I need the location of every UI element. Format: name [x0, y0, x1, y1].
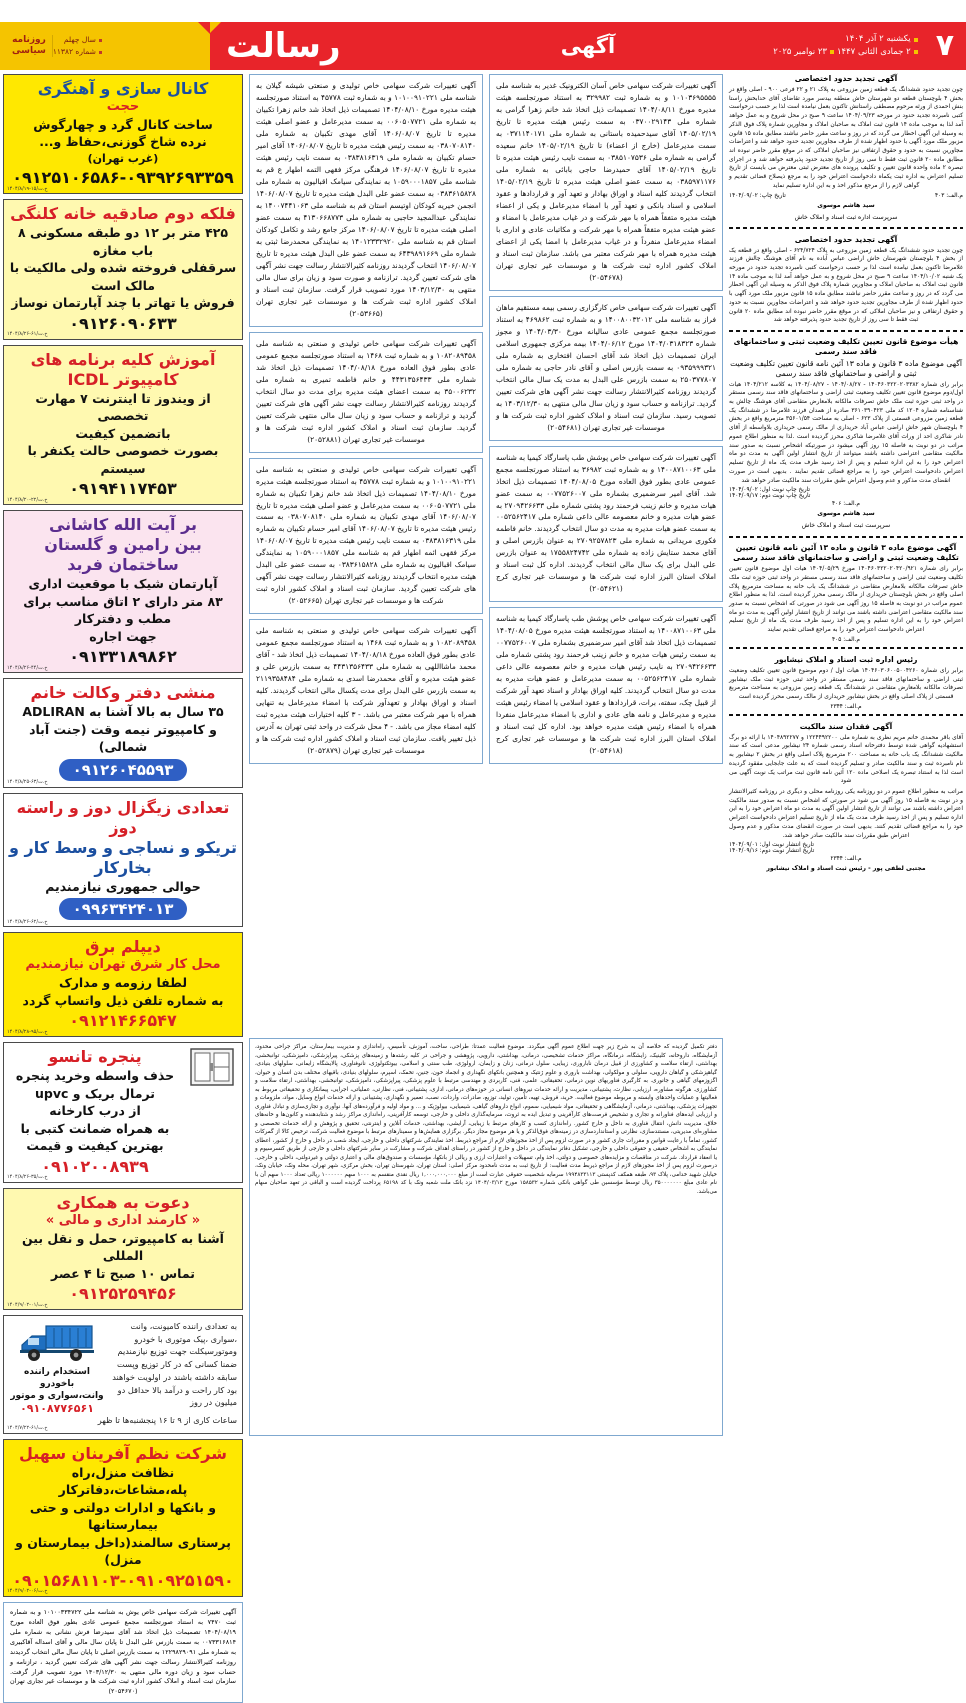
ad-body	[9, 1047, 181, 1176]
registry-notice-text: برابر رای شماره ۱۴۰۴۶۰۳۲۲۰۲۰۳۳۸۲ - ۱۴۰۴/۰۸/۲۷ - ۱۴۰۴/۰۸/۲۷ به کلاسه ۱۴۰۴/۲۱۲ هیات اول/دوم موضوع قانون تعیین تکلیف وضعیت ثبتی اراضی و ساختمانهای فاقد سند رسمی مستقر در واحد ثبتی حوزه ثبت ملک خاش تصرفات مالکانه بلامعارض متقاضی آقای هوشنگ چالش به شناسنامه شماره ۱۲۰۴ کد ملی ۳۶۱۰۳۹۰۴۲۳ صادره از همدان فرزند غلامرضا در ششدانگ یک قطعه زمین مزروعی قسمتی از پلاک ۶۲۳ - اصلی به مساحت ۳۵۶۰۱/۵۴ مترمربع واقع در بخش ۴ بلوچستان شهر خاش اراضی عباس آباد خریداری از مالک رسمی خریداری بلاواسطه از آقای نادر شاکری احد از وراث آقای غلامرضا شاکری محرز گردیده است .لذا به منظور اطلاع عموم مراتب در دو نوبت به فاصله ۱۵ روز آگهی میشود در صورتیکه اشخاص نسبت به صدور سند مالکیت متقاضی اعتراضی داشته باشند میتوانند از تاریخ انتشار اولین آگهی به مدت دو ماه اعتراض خود را به این اداره تسلیم و پس از اخذ رسید ظرف مدت یک ماه از تاریخ تسلیم اعتراض دادخواست اعتراض خود را به مراجع قضائی تقدیم نمایند . بدیهی است در صورت انقضای مدت مذکور و عدم وصول اعتراض طبق مقررات سند مالکیت صادر خواهد شد	[729, 381, 964, 484]
notice-text: آگهی تغییرات شرکت سهامی خاص پوشش طب پاسارگاد کیمیا به شناسه ملی ۱۴۰۰۸۷۱۰۰۶۳ و به شماره ثبت ۳۶۹۸۲ به استناد صورتجلسه مجمع عمومی عادی بطور فوق العاده مورخ ۱۴۰۴/۰۸/۰۵ تصمیمات ذیل اتخاذ شد. آقای امیر سرضمیری بشماره ملی ۰۰۷۷۵۲۶۰۰۷ به سمت عضو هیات مدیره و خانم زینب فرحمند رود پشتی شماره ملی ۲۷۰۹۴۲۶۶۳۳ به عضو هیات مدیره و خانم معصومه عالی داعی شماره ملی ۰۰۵۲۵۶۲۴۱۷ به سمت عضو هیات مدیره به مدت دو سال انتخاب گردیدند. خانم فاطمه فکوری مریدانی به شماره ملی ۲۷۰۹۲۵۷۸۲۳ به عنوان بازرس اصلی و آقای محمد ستایش زاده به شماره ملی ۱۷۵۵۸۲۴۷۴۲ به عنوان بازرس علی البدل برای یک سال مالی انتخاب گردیدند. اداره کل ثبت اسناد و املاک استان البرز اداره ثبت شرکت ها و موسسات غیر تجاری کرج (۲۰۵۴۶۲۱)	[496, 452, 717, 594]
ad-card-electrical-diploma-job[interactable]	[3, 932, 243, 1037]
section-title: آگهی	[560, 34, 616, 58]
ad-title: کانال سازی و آهنگری	[37, 79, 209, 98]
notice-card-tolidi-sanati-3	[249, 458, 483, 615]
registry-print-date-1: تاریخ چاپ نوبت اول: ۱۴۰۴/۰۹/۰۲	[729, 487, 811, 494]
registry-notice-text: آقای باقر محمدی خانم مریم نظری به شماره ملی ۱۲۲۴۴۹۲۲۰۰ و ۱۴۰۴۸۹۲۲۷۷ با ارائه دو برگ استشهادیه گواهی شده توسط دفترخانه اسناد رسمی شماره ۲۴ نیشابور مدعی است که سند مالکیت ششدانگ یک باب خانه به مساحت ۲۰۰ مترمربع پلاک اصلی واقع در بخش ۲ نیشابور به نام نامبرده ثبت و سند مالکیت صادر و تسلیم گردیده است که به علت جابجایی مفقود گردیده است لذا به استناد تبصره یک اصلاحی ماده ۱۲۰ آئین نامه قانون ثبت مراتب یک نوبت آگهی می شود	[729, 734, 963, 785]
registry-ref-code: م.الف: ۴۰۶	[832, 501, 860, 508]
ad-card-nazm-afarinan-soheil[interactable]	[3, 1439, 243, 1597]
ad-line: جهت اجاره	[89, 628, 157, 644]
ad-title: دعوت به همکاری	[56, 1192, 190, 1212]
registry-ref-row	[729, 501, 963, 507]
ad-subtitle: « کارمند اداری و مالی »	[45, 1212, 201, 1228]
registry-notice-title: هیأت موضوع قانون تعیین تکلیف وضعیت ثبتی و ساختمانهای فاقد سند رسمی	[733, 337, 959, 356]
registry-ref-code: م.الف: ۲۳۴۴	[830, 856, 862, 863]
bullet-square-icon	[830, 50, 834, 54]
ad-line: سرقفلی فروخته شده ولی مالکیت با مالک است	[9, 260, 237, 293]
registry-notice-text: برابر رای شماره ۱۴۰۴۶۰۳۲۲۰۲۰۴۲۰/۹۲۱ مورخ ۱۴۰۴/۰۵/۲۹ هیات اول موضوع قانون تعیین تکلیف وضعیت ثبتی اراضی و ساختمانهای فاقد سند رسمی مستقر در واحد ثبتی حوزه ثبت ملک خاش تصرفات مالکانه بلامعارض متقاضی در ششدانگ یک باب خانه به مساحت مترمربع پلاک اصلی واقع در بخش بلوچستان خریداری از مالک رسمی محرز گردیده است. لذا به منظور اطلاع عموم مراتب در دو نوبت به فاصله ۱۵ روز آگهی می شود در صورتی که اشخاص نسبت به صدور سند مالکیت متقاضی اعتراضی داشته باشند می توانند از تاریخ انتشار اولین آگهی به مدت دو ماه اعتراض خود را به این اداره تسلیم و پس از اخذ رسید ظرف مدت یک ماه از تاریخ تسلیم اعتراض دادخواست اعتراض خود را به مراجع قضائی تقدیم نمایند	[729, 566, 963, 634]
paper-kind-logo	[6, 35, 53, 58]
ad-card-law-office-secretary[interactable]	[3, 678, 243, 788]
section-divider	[729, 647, 963, 650]
registry-notice-title: آگهی فقدان سند مالکیت	[799, 721, 893, 731]
ad-line: آپارتمان شیک با موقعیت اداری	[28, 576, 218, 592]
ad-reference-code: خ.ت/۰۱-۱۴۰۴/۹/۰۲	[7, 1301, 48, 1308]
ad-card-tanso-windows[interactable]	[3, 1042, 243, 1183]
issue-number-row	[53, 46, 102, 58]
notice-text: آگهی تغییرات شرکت سهامی خاص تولیدی و صنعتی به شناسه ملی ۱۰۸۲۰۸۹۴۵۸ و به شماره ثبت ۱۴۶۸ به استناد صورتجلسه مجمع عمومی عادی بطور فوق العاده مورخ ۱۴۰۴/۰۸/۱۸ تصمیمات ذیل اتخاذ شد - آقای محمد ماشااللهی به شماره ملی ۴۴۳۱۳۵۶۴۳۳ به سمت بازرس علی و عضو هیئت مدیره و آقای محمدرضا اسدی به شماره ملی ۲۱۱۹۳۵۸۴۸۴ به سمت بازرس علی البدل برای مدت یکسال مالی انتخاب گردیدند. کلیه اسناد و اوراق بهادار و تعهدآور شرکت با امضاء مدیرعامل به تنهایی همراه با مهر شرکت معتبر می باشد. - ۳ کلیه اختیارات هیئت مدیره ثبت کلیه امضاء مجاز می باشد. - ۴ محل شرکت در واحد ثبتی تهران به آدرس ذیل تغییر یافت. سازمان ثبت اسناد و املاک کشور اداره ثبت شرکت ها و موسسات غیر تجاری تهران (۲۰۵۲۸۷۹)	[256, 626, 476, 756]
ad-card-icdl-training[interactable]	[3, 345, 243, 506]
registry-print-date: تاریخ چاپ: ۱۴۰۴/۰۹/۰۲	[729, 192, 786, 199]
notice-text: آگهی تغییرات شرکت سهامی خاص یوش به شناسه ملی ۱۰۱۰۰۳۳۴۷۲۲ و به شماره ثبت ۷۴۷۰ به استناد صورتجلسه مجمع عمومی عادی بطور فوق العاده مورخ ۱۴۰۴/۰۸/۱۹ تصمیمات ذیل اتخاذ شد آقای سیدرضا فرش نشانی به شماره ملی ۰۰۷۳۳۱۶۸۱۴ به سمت بازرس علی البدل تا پایان سال مالی و آقای اسداله آقاکبیری به شماره ملی ۱۲۲۹۸۲۹۰۹۱ به سمت بازرس اصلی تا پایان سال مالی انتخاب گردیدند روزنامه کثیرالانتشار رسالت جهت نشر آگهی های شرکت تعیین گردید ، ترازنامه و حساب سود و زیان دوره مالی منتهی به ۱۴۰۳/۱۲/۳۰ مورد تصویب قرار گرفت. سازمان ثبت اسناد و املاک کشور اداره ثبت شرکت ها و موسسات غیر تجاری تهران (۲۰۵۴۶۷۰)	[10, 1607, 237, 1696]
ad-line: ۸۳ متر دارای ۲ اتاق مناسب برای مطب و دفترکار	[23, 593, 223, 627]
registry-notice-text: چون تجدید حدود ششدانگ یک قطعه زمین مزروعی به پلاک ۲۱ و ۲۲ فرعی ۹۰۰ - اصلی واقع در بخش ۴ بلوچستان قطعه دو شهرستان خاش منطقه بیدسر مورد تقاضای آقای خدابخش راستا بنش احمدی از ورثه مرحوم مصطفی راستانش تاکنون بعمل نیامده است لذا بر حسب درخواست کتبی نامبرده تجدید حدود در مورخه ۱۴۰۴/۰۹/۲۳ ساعت ۹ صبح در محل شروع و به عمل خواهد آمد لذا به موجب ماده ۱۴ قانون ثبت املاک به صاحبان املاک و مجاورین شماره پلاک فوق الذکر به وسیله این آگهی اخطار می گردد که در روز و ساعت مقرر حاضر نباشند مطابق ماده ۱۵ قانون مزبور ملک مورد آگهی با حدود اظهار شده از طرف مجاورین تجدید حدود خواهد شد و اعتراضات مجاورین نسبت به حدود و حقوق ارتفاقی نیز صاحبان املاکی که در موقع مقرر حاضر نبوده اند مطابق ماده ۲۰ قانون ثبت فقط تا سی روز از تاریخ تجدید حدود پذیرفته خواهد شد و در اجرای تبصره ۲ ماده واحده قانون تعیین و تکلیف پرونده های معترض ثبتی معترض می بایست از تاریخ تسلیم اعتراض به اداره ثبت یکماه دادخواست اعتراض خود را به مرجع ذیصلاح قضائی تقدیم و گواهی لازم را از مرجع مذکور اخذ و به این اداره تسلیم نماید	[729, 86, 963, 189]
notice-card-pasargad-teb-pooshesh	[489, 446, 723, 603]
ad-line: فروش یا تهاتر با چند آپارتمان نوساز	[11, 295, 235, 311]
issue-year-row	[53, 34, 102, 46]
registry-notice-reis-hayat-5	[729, 655, 963, 710]
ad-title: بر آیت الله کاشانی	[48, 515, 198, 535]
ad-phone-number[interactable]: ۰۹۱۲۵۱۰۶۵۸۶-۰۹۳۹۲۶۹۳۳۵۹	[12, 168, 234, 188]
ad-reference-code: خ.ت/۳۵-۱۴۰۴/۸/۲۶	[7, 1174, 48, 1181]
registry-notice-text: چون تجدید حدود ششدانگ یک قطعه زمین مزروعی به پلاک ۶۲۴/۷۲۴ - اصلی واقع در قطعه یک از بخش ۴ بلوچستان شهرستان خاش اراضی عباس آباده به نام آقای هوشنگ چالش فرزند غلامرضا تاکنون بعمل نیامده است لذا بر حسب درخواست کتبی نامبرده تجدید حدود در مورخه یک شنبه ۱۴۰۴/۱۰/۰۲ ساعت ۹ صبح در محل شروع و به عمل خواهد آمد لذا به موجب ماده ۱۴ قانون ثبت املاک به صاحبان املاک و مجاورین شماره پلاک فوق الذکر به وسیله این آگهی اخطار می گردد که در روز و ساعت مقرر حاضر نباشند مطابق ماده ۱۵ قانون مزبور ملک مورد آگهی با حدود اظهار شده از طرف مجاورین تجدید حدود خواهد شد و اعتراضات مجاورین نسبت به حدود و حقوق ارتفاقی و نیز صاحبان املاکی که در موقع مقرر حاضر نبوده اند مطابق ماده ۲۰ قانون ثبت فقط تا سی روز از تاریخ تجدید حدود پذیرفته خواهد شد	[729, 247, 964, 324]
registry-notice-hayat-moze-madeh-4	[729, 543, 963, 643]
ad-reference-code: خ.ت/۶۱-۱۴۰۴/۸/۲۶	[7, 331, 48, 338]
registry-notice-naqsh-final	[729, 722, 963, 875]
registry-notice-footer-text: مراتب به منظور اطلاع عموم در دو روزنامه یکی روزنامه محلی و دیگری در روزنامه کثیرالانتشار و در نوبت به فاصله ۱۵ روز آگهی می شود در صورتی که اشخاص نسبت به صدور سند مالکیت اعتراض داشته باشند می توانند از تاریخ انتشار اولین آگهی به مدت دو ماه اعتراض خود را به این اداره تسلیم و پس از اخذ رسید ظرف مدت یک ماه از تاریخ تسلیم اعتراض دادخواست اعتراض خود را به مراجع قضائی تقدیم کنند. بدیهی است در صورت انقضای مدت مذکور و عدم وصول اعتراض طبق مقررات سند مالکیت صادر خواهد شد.	[729, 788, 963, 839]
ad-window-layout	[9, 1047, 237, 1176]
ad-line: تماس ۱۰ صبح تا ۴ عصر	[51, 1265, 195, 1281]
notice-card-mostaghim-company	[489, 296, 723, 441]
ad-title: پنجره تانسو	[48, 1047, 142, 1067]
ad-line: پرستاری سالمند(داخل بیمارستان و منزل)	[15, 1534, 231, 1568]
notice-card-ads-column	[3, 1602, 243, 1703]
registry-ref-row	[729, 856, 963, 862]
ad-reference-code: خ.ت/۶۱-۱۴۰۴/۷/۲۲	[7, 1425, 48, 1432]
ad-card-ayatollah-kashani-apartment[interactable]	[3, 510, 243, 673]
ad-phone-number[interactable]: ۰۹۱۲۶۰۴۵۵۹۳	[59, 759, 188, 781]
page-number: ۷	[935, 28, 954, 63]
ad-body-text: به تعدادی راننده کامیونت، وانت ،سواری ،پیک موتوری با خودرو وموتورسیکلت جهت توزیع نیازمندیم ضمنا کسانی که در کار توزیع وپست سابقه داشته باشند در اولویت خواهند بود کار راحت و درآمد بالا حداقل دو میلیون در روز	[112, 1321, 237, 1408]
date-lunar-row	[773, 46, 917, 59]
masthead	[0, 22, 966, 70]
date-stack	[773, 33, 919, 59]
ad-card-duct-metalwork[interactable]	[3, 74, 243, 194]
ad-subtitle: محل کار شرق تهران نیازمندیم	[25, 957, 221, 973]
ad-reference-code: خ.ت/۹۵-۱۴۰۴/۸/۲۸	[7, 1028, 48, 1035]
ad-truck-layout	[9, 1320, 237, 1415]
ad-line: به شماره تلفن ذیل واتساپ گردد	[22, 992, 224, 1008]
issue-year: سال چهلم	[63, 35, 96, 44]
masthead-red-band	[210, 22, 966, 70]
ad-reference-code: خ.ت/۰۶-۱۴۰۴/۹/۰۲	[7, 1588, 48, 1595]
registry-notice-title: آگهی تجدید حدود اختصاصی	[794, 234, 898, 244]
date-solar: یکشنبه ۲ آذر ۱۴۰۴	[845, 34, 911, 45]
wide-block-text: دفتر تکمیل گردیده که خلاصه آن به شرح زیر جهت اطلاع عموم آگهی میگردد. موضوع فعالیت عمدتا: طراحی، ساخت، آموزش، تأسیس، راه‌اندازی و مدیریت بیمارستان، مراکز جراحی محدود، آزمایشگاه، داروخانه، کلینیک، زایشگاه، درمانگاه، مراکز خدمات تشخیصی، درمانی، بهداشتی، دارویی، پژوهشی و جراحی در کلیه رشته‌ها و زمینه‌های پزشکی، پیراپزشکی، دامپزشکی، توانبخشی، بهداشتی، ارتقاء سلامت و کشاورزی از قبیل درمان ناباروری، زیبایی، سلول درمانی، زنان و زایمان، ارولوژی، طب سنتی و اسلامی، بیوتکنولوژی، نانوفناوری، پالایشگاه زایمانی، سلولهای بنیادی، گیاهپزشکی و گیاهان دارویی، سلولی و مولکولی، بهداشت باروری و علوم ژنتیک و همچنین بانکهای نگهداری و انجماد خون، جنین، تخمک، اسپرم، سلولهای بنیادی، باقیهای مختلف بدن انسان و حیوان، اگزوزمهای گیاهی و جانوری. به کارگیری فناوریهای نوین درمانی، تحقیقاتی، علمی، فنی، کاربردی و مهندسی مرتبط با علوم پزشکی، پیراپزشکی، دامپزشکی، توانبخشی، بهداشتی، ارتقاء سلامت و کشاورزی. هرگونه مشاوره، ارزیابی، نظارت، پشتیبانی، مدیریت و ارائه خدمات نیروهای انسانی در حوزه‌های درمانی، اداری، پشتیبانی، فنی، نظارتی، عملیاتی، اجرایی، پیمانکاری و تحقیقاتی مربوط به فعالیتها و عملیات واحدهای وابسته و مربوطه موضوع فعالیت. خرید، فروش، تهیه، تأمین، تولید، توزیع، صادرات، واردات، نصب، تعمیر و نگهداری، پشتیبانی و ارائه خدمات انواع وسایل، مواد، ملزومات و تجهیزات پزشکی، بهداشتی، درمانی، آزمایشگاهی و تحقیقاتی، مواد شیمیایی، سموم، انواع داروهای گیاهی، شیمیایی، بیولوژیک و ... و مواد اولیه و فرآورده‌های آنها. نوآوری و تجاری‌سازی و تبادل فناوری و ارزیابی ایده‌های فناورانه و تجاری و تشخیص فرصت‌های کارآفرینی و تبدیل ایده به ثروت، سرمایه‌گذاری داخلی و خارجی، توسعه کارآفرینی، راه‌اندازی مراکز رشد و شتابدهنده و کانون‌ها و خانه‌های خلاق، مدیریت دانش، انتقال فناوری به داخل و خارج کشور. راه‌اندازی کسب و کارهای مرتبط با زیبایی، آرایشی، بهداشتی، خدمات آنلاین و اینترنتی، تحقیق و پژوهش و ارائه خدمات تخصصی و مشاوره‌ای مدیریتی، مستندسازی، نظارتی و استانداردسازی در زمینه‌های فوق‌الذکر و یا هر موضوع مجاز دیگر. برگزاری همایش‌ها و سمینارهای مرتبط با موضوع فعالیت شرکت، ترخیص کالا از گمرکات کشور، تماماً با رعایت قوانین و مقررات جاری کشور و در صورت لزوم پس از اخذ مجوزهای لازم از مراجع ذیربط. اخذ نمایندگی شرکتهای داخلی و خارجی، ایجاد شعب در داخل و خارج از کشور، اعطای نمایندگی به اشخاص حقیقی و حقوقی داخلی و خارجی، تشکیل دفاتر نمایندگی در داخل و خارج از کشور در راستای اهداف شرکت و مشارکت در سایر شرکتهای داخلی و خارجی از طریق کنسرسیوم و یا انعقاد قرارداد. شرکت در مناقصات و مزایده‌های خصوصی و دولتی، اخذ وام، تسهیلات و اعتبارات ارزی و ریالی از بانکها، مؤسسات و صندوق‌های مالی و اعتباری دولتی و غیردولتی، داخلی و خارجی. درصورت لزوم پس از اخذ مجوزهای لازم از مراجع ذیربط مدت فعالیت: از تاریخ ثبت به مدت نامحدود مرکز اصلی: استان تهران، شهرستان تهران، بخش مرکزی، شهر تهران، محله ونک، خیابان ونک، خیابان شهید خدامی، پلاک ۹۳، طبقه همکف کدپستی ۱۹۹۴۸۳۳۱۱۳ سرمایه شخصیت حقوقی عبارت است از مبلغ ۱,۰۰۰,۰۰۰,۰۰۰ ریال نقدی منقسم به ۱۰۰۰ سهم ۱۰۰۰۰۰۰ ریالی تعداد ۱۰۰۰ سهم آن با نام عادی مبلغ ۳۵۰۰۰۰۰۰۰ ریال توسط مؤسسین طی گواهی بانکی شماره ۱۵۸۵۳۲ مورخ ۱۴۰۴/۰۳/۱۲ نزد بانک ملت شعبه ونک با کد ۶۵۱۹۸ پرداخت گردیده است و الباقی در تعهد صاحبان سهام می‌باشد.	[255, 1044, 718, 1195]
ad-phone-number[interactable]: ۰۹۱۹۴۱۱۷۴۵۳	[69, 479, 177, 499]
registry-print-date-2: تاریخ چاپ نوبت دوم: ۱۴۰۴/۰۹/۱۷	[729, 493, 811, 500]
ad-reference-code: خ.ت/۶۲-۱۴۰۴/۸/۲۶	[7, 918, 48, 925]
notice-card-pasargad-teb-2	[489, 607, 723, 764]
notice-text: آگهی تغییرات شرکت سهامی خاص آسان الکترونیک غدیر به شناسه ملی ۱۰۱۰۳۶۹۵۵۵۵ و به شماره ثبت ۳۲۹۹۸۲ به استناد صورتجلسه هیئت مدیره مورخ ۱۴۰۴/۰۸/۱۱ تصمیمات ذیل اتخاذ شد خانم زهرا گرامی به شماره ملی ۰۳۷۰۰۲۹۱۴۳ به سمت رئیس هیئت مدیره تا تاریخ ۱۴۰۵/۰۲/۱۹ آقای سیدحمیده باستانی به شماره ملی ۰۳۷۱۱۴۰۱۷۱ به سمت مدیرعامل (خارج از اعضاء) تا تاریخ ۱۴۰۵/۰۲/۱۹ خانم سعیده گرامی به شماره ملی ۰۳۸۵۱۰۷۵۳۶ به سمت نایب رئیس هیئت مدیره تا تاریخ ۱۴۰۵/۰۲/۱۹ آقای حمیدرضا حاجی بابائی به شماره ملی ۰۳۸۵۹۷۱۱۷۶ به سمت عضو اصلی هیئت مدیره تا تاریخ ۱۴۰۵/۰۲/۱۹ انتخاب گردیدند کلیه اسناد و اوراق بهادار و تعهد آور و قراردادها و عقود اسلامی و اسناد بانکی و تعهد آور با امضاء مدیرعامل و یکی از اعضاء هیئت مدیره متفقاً همراه با مهر شرکت و در غیاب مدیرعامل با امضاء و عضو هیئت مدیره متفقاً همراه با مهر شرکت و مکاتبات عادی و اداری با امضاء مدیرعامل منفرداً و در غیاب مدیرعامل با امضا یکی از اعضای هیئت مدیره همراه با مهر شرکت معتبر می باشد. سازمان ثبت اسناد و املاک کشور اداره ثبت شرکت ها و موسسات غیر تجاری تهران (۲۰۵۴۶۷۸)	[496, 81, 717, 282]
registry-notice-tajdid-hodood-2	[729, 235, 963, 325]
ad-phone-number[interactable]: ۰۹۹۶۳۴۲۴۰۱۳	[59, 898, 188, 920]
registry-notice-hayat-moze-madeh-3	[729, 337, 963, 531]
notice-card-tolidi-sanati-4	[249, 619, 483, 764]
notice-text: آگهی تغییرات شرکت سهامی خاص کارگزاری رسمی بیمه مستقیم ماهان فراز به شناسه ملی ۱۴۰۰۸۰۰۳۲۰۱۲ و به شماره ثبت ۴۶۹۸۶۲ به استناد صورتجلسه مجمع عمومی عادی سالیانه مورخ ۱۴۰۴/۰۳/۳۰ و مجوز شماره ۱۴۰۴/۰۳۱۸۳۲۳ مورخ ۱۴۰۴/۰۶/۱۲ بیمه مرکزی جمهوری اسلامی ایران تصمیمات ذیل اتخاذ شد آقای احسان افتخاری به شماره ملی ۰۹۳۵۹۹۹۳۲۱ به سمت بازرس اصلی و آقای نادر حاجی به شماره ملی ۲۵۰۳۷۷۸۰۷ به سمت بازرس علی البدل به مدت یک سال مالی انتخاب گردیدند روزنامه کثیرالانتشار رسالت جهت نشر آگهی های شرکت تعیین گردید. ترازنامه و حساب سود و زیان سال مالی منتهی به ۱۴۰۳/۱۲/۳۰ به تصویب رسید. سازمان ثبت اسناد و املاک کشور اداره ثبت شرکت ها و موسسات غیر تجاری تهران (۲۰۵۴۶۸۱)	[496, 302, 717, 432]
ad-subtitle: حجت	[106, 99, 140, 114]
masthead-yellow-band	[0, 22, 210, 70]
registry-print-date-2: تاریخ انتشار نوبت دوم: ۱۴۰۴/۰۹/۱۶	[729, 848, 815, 855]
ad-phone-number[interactable]: ۰۹۱۲۶۰۹۰۶۳۳	[69, 313, 177, 333]
ad-line: حوالی جمهوری نیازمندیم	[45, 878, 201, 894]
ad-title: منشی دفتر وکالت خانم	[30, 683, 216, 703]
bullet-square-icon	[99, 39, 102, 42]
ad-line: و کامپیوتر نیمه وقت (جنت آباد شمالی)	[29, 721, 217, 755]
ad-phone-number[interactable]: ۰۹۱۲۱۴۶۶۵۴۷	[69, 1011, 177, 1031]
date-solar-row	[773, 33, 917, 46]
registry-ref-row	[729, 704, 963, 710]
ad-card-sadeghiyeh-property[interactable]	[3, 199, 243, 340]
registry-notice-title: آگهی تجدید حدود اختصاصی	[794, 74, 898, 83]
paper-kind-line2: سیاسی	[12, 46, 46, 56]
ad-truck-panel	[9, 1320, 105, 1415]
ad-phone-number[interactable]: ۰۹۱۲۵۲۵۹۴۵۶	[69, 1284, 177, 1304]
notice-text: آگهی تغییرات شرکت سهامی خاص تولیدی و صنعتی شیشه گیلان به شناسه ملی ۱۰۱۰۰۹۱۰۲۲۱ و به شماره ثبت ۴۵۷۷۸ به استناد صورتجلسه هیئت مدیره مورخ ۱۴۰۴/۰۸/۱۰ تصمیمات ذیل اتخاذ شد خانم زهرا تکبیان به شماره ملی ۰۰۶۰۵۰۷۷۲۱ به سمت مدیرعامل و عضو اصلی هیئت مدیره تا تاریخ ۱۴۰۶/۰۸/۰۷ آقای مهدی تکبیان به شماره ملی ۰۳۸۰۷۰۸۱۴۰ به سمت رئیس هیئت مدیره تا تاریخ ۱۴۰۶/۰۸/۰۷ آقای امیر حسام تکبیان به شماره ملی ۰۳۸۳۸۱۶۳۱۹ به سمت نایب رئیس هیئت مدیره تا تاریخ ۱۴۰۶/۰۸/۰۷ فرهنگی مرکز فقهی التمه اطهار ع قم به شناسه ملی ۱۰۵۹۰۰۰۱۸۵۷ به نمایندگی سیامک اقبالیون به شماره ملی ۰۳۸۳۶۱۵۸۲۸ به سمت عضو علی البدل هیئت مدیره تا تاریخ ۱۴۰۶/۰۸/۰۷ انجمن خیریه کودکان اوتیسم استان قم به شناسه ملی ۱۴۰۰۷۴۴۱۰۶۳ به نمایندگی عبدالمجید حاجبی به شماره ملی ۴۱۳۰۶۶۸۷۷۳ به سمت عضو اصلی هیئت مدیره تا تاریخ ۱۴۰۶/۰۸/۰۷ مرکز جامع رشد و تکامل کودکان استان قم به شناسه ملی ۱۴۰۱۲۳۳۲۹۲۰ به نمایندگی محمدرضا ثبتی به شماره ملی ۶۴۳۹۸۹۱۶۶۹ به سمت عضو علی البدل هیئت مدیره تا تاریخ ۱۴۰۶/۰۸/۰۷ انتخاب گردیدند روزنامه کثیرالانتشار رسالت جهت نشر آگهی های شرکت تعیین گردید. ترازنامه و صورت سود و زیان برای سال مالی منتهی به ۱۴۰۳/۱۲/۳۰ مورد تصویب قرار گرفت. سازمان ثبت اسناد و املاک کشور اداره ثبت شرکت ها و موسسات غیر تجاری تهران (۲۰۵۳۶۶۵)	[256, 81, 477, 318]
registry-notice-dates	[729, 842, 963, 854]
registry-signer-title: سرپرست اداره ثبت اسناد و املاک خاش	[794, 213, 898, 221]
notice-text: آگهی تغییرات شرکت سهامی خاص تولیدی و صنعتی به شناسه ملی ۱۰۸۲۰۸۹۴۵۸ و به شماره ثبت ۱۴۶۸ به استناد صورتجلسه مجمع عمومی عادی بطور فوق العاده مورخ ۱۴۰۴/۰۸/۱۸ تصمیمات ذیل اتخاذ شد شماره ملی ۴۴۳۱۳۵۶۴۳۳ و خانم فاطمه تمیری به شماره ملی ۳۵۰۰۶۲۳۲ به سمت اعضای هیئت مدیره برای مدت دو سال انتخاب گردیدند روزنامه کثیرالانتشار رسالت جهت نشر آگهی های شرکت تعیین گردید و ترازنامه و حساب سود و زیان سال مالی منتهی شرکت تعیین گردید. سازمان ثبت اسناد و املاک کشور اداره ثبت شرکت ها و موسسات غیر تجاری تهران (۲۰۵۲۸۸۱)	[256, 338, 476, 444]
ad-caption-2: وانت،سواری و موتور	[10, 1391, 104, 1402]
registry-ref-code: م.الف: ۴۰۵	[832, 636, 860, 643]
ad-card-sewing-operators[interactable]	[3, 793, 243, 928]
ad-line: آشنا به کامپیوتر، حمل و نقل بین المللی	[22, 1230, 224, 1264]
ad-line: نرده شاخ گوزنی،حفاظ و...	[39, 134, 207, 150]
notice-text: آگهی تغییرات شرکت سهامی خاص تولیدی و صنعتی به شناسه ملی ۱۰۱۰۰۹۱۰۲۲۱ و به شماره ثبت ۴۵۷۷۸ به استناد صورتجلسه هیئت مدیره مورخ ۱۴۰۴/۰۸/۱۰ تصمیمات ذیل اتخاذ شد خانم زهرا تکبیان به شماره ملی ۰۰۶۰۵۰۷۷۲۱ به سمت مدیرعامل و عضو اصلی هیئت مدیره تا تاریخ ۱۴۰۶/۰۸/۰۷ آقای مهدی تکبیان به شماره ملی ۰۳۸۰۷۰۸۱۴۰ به سمت رئیس هیئت مدیره تا تاریخ ۱۴۰۶/۰۸/۰۷ آقای امیر حسام تکبیان به شماره ملی ۰۳۸۳۸۱۶۳۱۹ به سمت نایب رئیس هیئت مدیره تا تاریخ ۱۴۰۶/۰۸/۰۷ مرکز فقهی ائمه اطهار قم به شناسه ملی ۱۰۵۹۰۰۰۱۸۵۷ به نمایندگی سیامک اقبالیون به شماره ملی ۰۳۸۳۶۱۵۸۲۸ به سمت عضو علی البدل هیئت مدیره انتخاب گردیدند روزنامه کثیرالانتشار رسالت جهت نشر آگهی های شرکت تعیین گردید. سازمان ثبت اسناد و املاک کشور اداره ثبت شرکت ها و موسسات غیر تجاری تهران (۲۰۵۲۶۶۵)	[256, 464, 477, 606]
registry-notice-dates	[729, 487, 963, 499]
masthead-date-group	[773, 28, 966, 63]
column-classified-ads	[0, 74, 246, 1696]
ad-reference-code: خ.ت/۱۵-۱۴۰۴/۸/۱۹	[7, 185, 48, 192]
ad-subtitle: تریکو و نساجی و وسط کار و بخارکار	[9, 837, 237, 877]
ad-card-admin-finance-hire[interactable]	[3, 1188, 243, 1310]
window-icon-wrap	[187, 1047, 237, 1091]
registry-ref-row	[729, 637, 963, 643]
bullet-square-icon	[99, 51, 102, 54]
ad-line: نظافت منزل،راه پله،مشاعات،دفاترکار	[58, 1464, 188, 1498]
registry-notice-tajdid-hodood-1	[729, 74, 963, 223]
ad-line: ۴۲۵ متر بر ۱۲ دو طبقه مسکونی ۸ باب مغازه	[18, 225, 228, 258]
issue-number: شماره ۱۱۳۸۲	[52, 47, 96, 56]
ad-line: از درب کارخانه	[49, 1103, 141, 1119]
registry-notice-text: برابر رای شماره ۱۴۰۴۶۰۳۰۶۰۰۵۰۰۴۲۶۰ هیات اول / دوم موضوع قانون تعیین تکلیف وضعیت ثبتی اراضی و ساختمانهای فاقد سند رسمی مستقر در واحد ثبتی حوزه ثبت ملک نیشابور تصرفات مالکانه بلامعارض متقاضی در ششدانگ یک قطعه زمین مزروعی به مساحت مترمربع قسمتی از پلاک اصلی واقع در بخش نیشابور خریداری از مالک رسمی محرز گردیده است	[729, 667, 963, 700]
registry-signer-title: سرپرست ثبت اسناد و املاک خاش	[801, 522, 891, 530]
corner-accent-icon	[210, 22, 221, 33]
newspaper-logo: رسالت	[226, 26, 341, 66]
ad-note: (غرب تهران)	[87, 151, 159, 165]
bullet-square-icon	[914, 38, 918, 42]
ad-phone-number[interactable]: ۰۹۱۰۲۰۰۸۹۳۹	[41, 1156, 149, 1176]
section-divider	[729, 227, 963, 230]
registry-notice-title: آگهی موضوع ماده ۳ قانون و ماده ۱۳ آئین نامه قانون تعیین تکلیف وضعیت ثبتی و اراضی و ساختمانهای فاقد سند رسمی	[733, 543, 959, 563]
corner-accent-icon	[198, 22, 210, 34]
section-divider	[729, 535, 963, 538]
section-divider	[729, 714, 963, 717]
ad-subtitle: بین رامین و گلستان ساختمان فربد	[44, 535, 202, 575]
section-divider	[729, 329, 963, 332]
notice-card-tolidi-khass-gilan-2	[249, 332, 483, 453]
window-icon	[189, 1047, 235, 1087]
notice-card-shisheh-gilan	[249, 74, 483, 327]
notice-text: آگهی تغییرات شرکت سهامی خاص پوشش طب پاسارگاد کیمیا به شناسه ملی ۱۴۰۰۸۷۱۰۰۶۳ به استناد صورتجلسه هیئت مدیره مورخ ۱۴۰۴/۰۸/۰۵ تصمیمات ذیل اتخاذ شد آقای امیر سرضمیری بشماره ملی ۰۰۷۷۵۲۶۰۰۷ به سمت رئیس هیات مدیره و خانم زینب فرحمند رود پشتی شماره ملی ۲۷۰۹۴۲۶۶۳۳ به نایب رئیس هیات مدیره و خانم معصومه عالی داعی شماره ملی ۰۰۵۲۵۶۲۴۱۷ به سمت مدیرعامل و عضو هیات مدیره به مدت دو سال انتخاب گردیدند. کلیه اوراق بهادار و اسناد تعهد آور شرکت از قبیل چک، سفته، برات، قراردادها و عقود اسلامی با امضاء رئیس هیئت مدیره و مدیرعامل و نامه های عادی و اداری با امضاء مدیرعامل منفردا همراه با امضاء رئیس هیئت مدیره خواهد بود. اداره کل ثبت اسناد و املاک استان البرز اداره ثبت شرکت ها و موسسات غیر تجاری کرج (۲۰۵۴۶۱۸)	[496, 614, 716, 756]
ad-phone-number[interactable]: ۰۹۰۱۵۶۸۱۱۰۳-۰۹۱۰۹۲۵۱۵۹۰	[12, 1570, 234, 1590]
paper-kind-line1: روزنامه	[12, 34, 46, 45]
registry-ref-code: م.الف: ۴۰۳	[935, 192, 963, 199]
notice-card-asan-electronic-ghadir	[489, 74, 723, 291]
ad-title: فلکه دوم صادقیه خانه کلنگی	[10, 204, 236, 224]
bullet-square-icon	[914, 50, 918, 54]
registry-notice-subtitle: آگهی موضوع ماده ۳ قانون و ماده ۱۳ آئین نامه قانون تعیین تکلیف وضعیت ثبتی و اراضی و ساختمانهای فاقد سند رسمی	[730, 358, 962, 378]
ad-reference-code: خ.ت/۲۲-۱۴۰۴/۸/۲۰	[7, 496, 48, 503]
ad-phone-number[interactable]: ۰۹۱۰۸۷۷۶۵۶۱	[20, 1402, 94, 1416]
registry-ref-code: م.الف: ۲۳۴۴	[830, 703, 862, 710]
ad-title: تعدادی زیگزال دوز و راسته دوز	[16, 797, 230, 837]
ad-phone-number[interactable]: ۰۹۱۳۳۱۸۹۸۶۲	[69, 647, 177, 667]
wide-company-statute-block	[249, 1038, 723, 1436]
ad-subtitle: کامپیوتر ICDL	[67, 369, 179, 389]
ad-caption-1: استخدام راننده باخودرو	[24, 1367, 90, 1390]
ad-line: از ویندوز تا اینترنت ۷ مهارت تخصصی	[35, 390, 211, 424]
ad-line: لطفا رزومه و مدارک	[58, 975, 188, 991]
ad-line: به همراه ضمانت کتبی با بهترین کیفیت و قیمت	[20, 1120, 170, 1154]
ad-line: و بانکها و ادارات دولتی و حتی بیمارستانها	[29, 1499, 217, 1533]
registry-notice-meta	[729, 193, 963, 199]
ad-line: ۳۵ سال به بالا آشنا به ADLIRAN	[22, 704, 224, 720]
registry-signer-name: سید هاشم موسوی	[817, 510, 875, 518]
date-lunar: ۲ جمادی الثانی ۱۴۴۷	[836, 47, 911, 57]
ad-reference-code: خ.ت/۶۳-۱۴۰۴/۸/۲۵	[7, 779, 48, 786]
registry-signer-name: سید هاشم موسوی	[817, 201, 875, 209]
registry-signer-name: مجتبی لطفی پور - رئیس ثبت اسناد و املاک نیشابور	[766, 865, 926, 873]
ad-line: ساخت کانال گرد و چهارگوش	[33, 116, 213, 132]
issue-meta	[53, 34, 102, 58]
date-gregorian: ۲۳ نوامبر ۲۰۲۵	[773, 47, 827, 57]
column-registry-notices	[726, 74, 966, 1436]
registry-print-date-1: تاریخ انتشار نوبت اول: ۱۴۰۴/۰۹/۰۱	[729, 842, 814, 849]
registry-notice-title: رئیس اداره ثبت اسناد و املاک نیشابور	[774, 654, 918, 664]
ad-line: بصورت خصوصی حالت یکنفر با سیستم	[27, 443, 219, 476]
ad-title: دیپلم برق	[85, 937, 161, 957]
ad-line: حذف واسطه وخرید پنجره ترمال بریک و upvc	[15, 1068, 175, 1101]
ad-reference-code: خ.ت/۴۴-۱۴۰۴/۸/۲۶	[7, 664, 48, 671]
ad-title: آموزش کلیه برنامه های	[30, 349, 216, 369]
ad-card-driver-with-vehicle[interactable]	[3, 1315, 243, 1434]
ad-working-hours: ساعات کاری از ۹ تا ۱۶ پنجشنبه‌ها تا ظهر	[97, 1415, 237, 1426]
ad-line: باتضمین کیفیت	[75, 425, 171, 441]
ad-title: شرکت نظم آفرینان سهیل	[18, 1443, 227, 1463]
truck-icon	[16, 1320, 98, 1364]
